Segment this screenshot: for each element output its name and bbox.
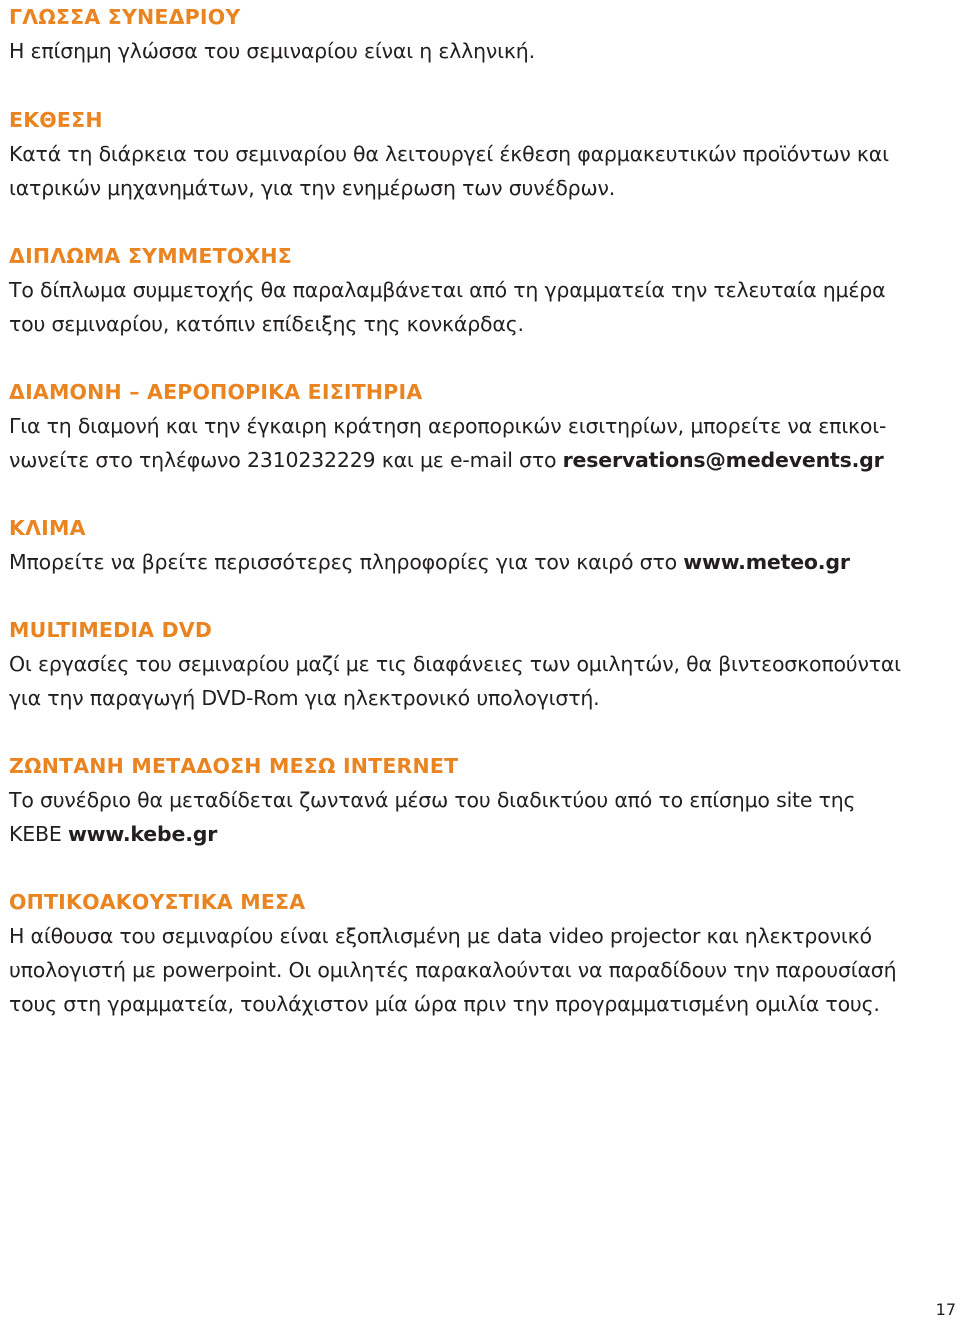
section-heading: ΟΠΤΙΚΟΑΚΟΥΣΤΙΚΑ ΜΕΣΑ	[9, 890, 306, 914]
body-line: Κατά τη διάρκεια του σεμιναρίου θα λειτουργεί έκθεση φαρμακευτικών προϊόντων και	[9, 142, 889, 166]
section-heading: ΚΛΙΜΑ	[9, 516, 86, 540]
section-body	[9, 919, 896, 1021]
body-line: του σεμιναρίου, κατόπιν επίδειξης της κονκάρδας.	[9, 312, 524, 336]
weather-link[interactable]: www.meteo.gr	[683, 550, 850, 574]
section-heading: ΔΙΠΛΩΜΑ ΣΥΜΜΕΤΟΧΗΣ	[9, 244, 292, 268]
section-multimedia	[9, 613, 901, 715]
section-live-broadcast	[9, 749, 855, 851]
body-line	[9, 443, 886, 477]
body-line	[9, 545, 850, 579]
section-climate	[9, 511, 850, 579]
section-heading: ΔΙΑΜΟΝΗ – ΑΕΡΟΠΟΡΙΚΑ ΕΙΣΙΤΗΡΙΑ	[9, 380, 423, 404]
section-heading: ΕΚΘΕΣΗ	[9, 108, 103, 132]
section-heading: ΓΛΩΣΣΑ ΣΥΝΕΔΡΙΟΥ	[9, 5, 241, 29]
body-line-prefix: ΚΕΒΕ	[9, 822, 68, 846]
section-body	[9, 409, 886, 477]
section-language	[9, 0, 535, 68]
section-body	[9, 647, 901, 715]
section-diploma	[9, 239, 885, 341]
section-body	[9, 34, 535, 68]
section-heading: ΖΩΝΤΑΝΗ ΜΕΤΑΔΟΣΗ ΜΕΣΩ INTERNET	[9, 754, 459, 778]
body-line: Για τη διαμονή και την έγκαιρη κράτηση αεροπορικών εισιτηρίων, μπορείτε να επικοι-	[9, 414, 887, 438]
body-line: Το δίπλωμα συμμετοχής θα παραλαμβάνεται από τη γραμματεία την τελευταία ημέρα	[9, 278, 886, 302]
section-body	[9, 783, 855, 851]
body-line: Το συνέδριο θα μεταδίδεται ζωντανά μέσω του διαδικτύου από το επίσημο site της	[9, 788, 856, 812]
section-body	[9, 273, 885, 341]
email-link[interactable]: reservations@medevents.gr	[562, 448, 884, 472]
section-exhibition	[9, 103, 889, 205]
body-line: υπολογιστή με powerpoint. Οι ομιλητές παρακαλούνται να παραδίδουν την παρουσίασή	[9, 958, 897, 982]
body-line: Η επίσημη γλώσσα του σεμιναρίου είναι η ελληνική.	[9, 39, 535, 63]
section-body	[9, 545, 850, 579]
body-line: Η αίθουσα του σεμιναρίου είναι εξοπλισμένη με data video projector και ηλεκτρονικό	[9, 924, 872, 948]
body-line: Οι εργασίες του σεμιναρίου μαζί με τις διαφάνειες των ομιλητών, θα βιντεοσκοπούνται	[9, 652, 901, 676]
section-audiovisual	[9, 885, 896, 1021]
page-number: 17	[935, 1300, 956, 1319]
body-line: ιατρικών μηχανημάτων, για την ενημέρωση των συνέδρων.	[9, 176, 616, 200]
section-heading: MULTIMEDIA DVD	[9, 618, 213, 642]
body-line: τους στη γραμματεία, τουλάχιστον μία ώρα πριν την προγραμματισμένη ομιλία τους.	[9, 992, 880, 1016]
body-line-prefix: Μπορείτε να βρείτε περισσότερες πληροφορίες για τον καιρό στο	[9, 550, 684, 574]
body-line: για την παραγωγή DVD-Rom για ηλεκτρονικό υπολογιστή.	[9, 686, 600, 710]
kebe-link[interactable]: www.kebe.gr	[67, 822, 218, 846]
section-body	[9, 137, 889, 205]
section-accommodation	[9, 375, 886, 477]
body-line-prefix: νωνείτε στο τηλέφωνο 2310232229 και με e-mail στο	[9, 448, 563, 472]
body-line	[9, 817, 855, 851]
